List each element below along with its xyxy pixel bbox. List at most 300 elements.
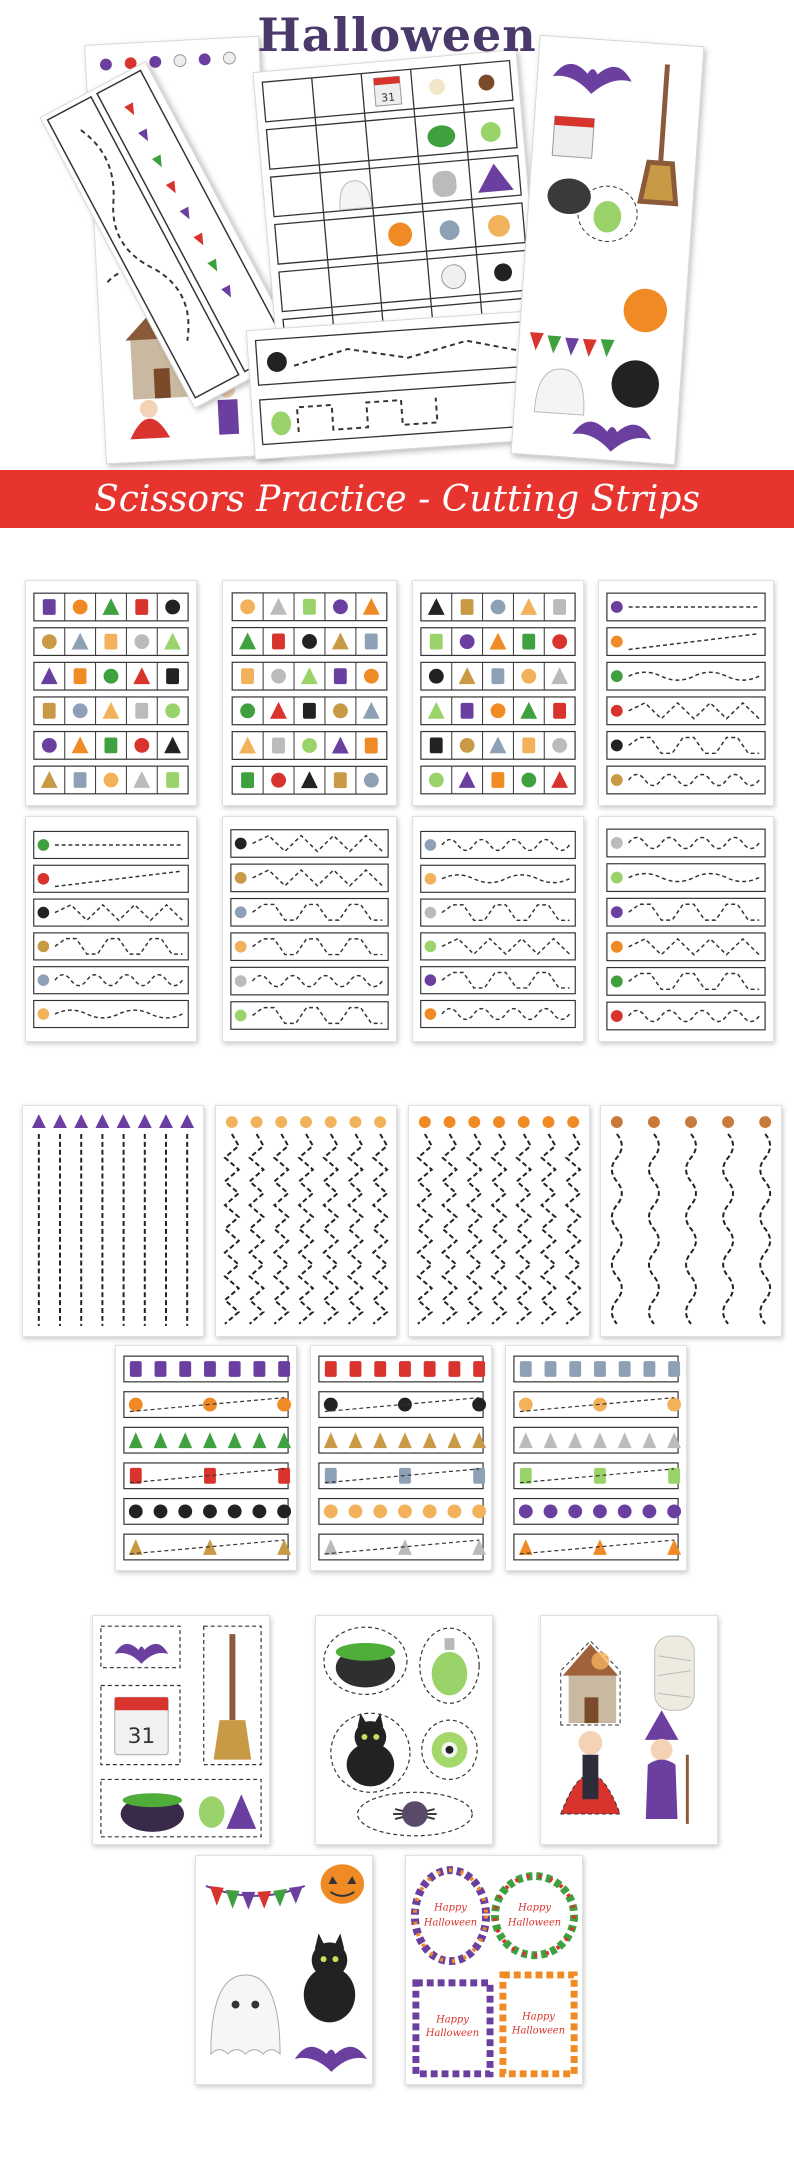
spider-icon bbox=[154, 1504, 168, 1518]
column-icon bbox=[74, 1114, 88, 1128]
calendar-icon bbox=[520, 702, 537, 719]
ghost-icon bbox=[363, 598, 380, 615]
mummy-icon bbox=[655, 1636, 695, 1710]
ghost-icon bbox=[211, 1975, 280, 2054]
lantern-icon bbox=[423, 1432, 437, 1448]
potion-icon bbox=[166, 668, 179, 684]
witch-hat-icon bbox=[399, 1361, 411, 1377]
witch-icon bbox=[544, 1504, 558, 1518]
calendar-icon bbox=[129, 1398, 143, 1412]
svg-text:Happy: Happy bbox=[522, 2011, 555, 2023]
spider-icon bbox=[235, 872, 247, 884]
house-icon bbox=[73, 703, 88, 718]
lantern-icon bbox=[252, 1504, 266, 1518]
witch-icon bbox=[270, 702, 287, 719]
broom-icon bbox=[611, 636, 623, 648]
bat-icon bbox=[552, 63, 633, 97]
calendar-icon bbox=[667, 1504, 681, 1518]
potion-icon bbox=[199, 1796, 225, 1828]
potion-icon bbox=[592, 200, 622, 233]
column-icon bbox=[493, 1116, 505, 1128]
page-cutouts-2 bbox=[315, 1615, 493, 1845]
broom-icon bbox=[640, 63, 685, 203]
page-vertical-straight bbox=[22, 1105, 204, 1337]
cauldron-icon bbox=[427, 124, 457, 148]
pumpkin-icon bbox=[178, 1432, 192, 1448]
ghost-icon bbox=[461, 599, 474, 615]
cauldron-icon bbox=[121, 1793, 184, 1832]
lollipop-icon bbox=[72, 736, 89, 753]
broom-icon bbox=[73, 600, 88, 615]
house-icon bbox=[561, 1641, 620, 1725]
line-strips-1 bbox=[599, 581, 773, 805]
broom-icon bbox=[134, 738, 149, 753]
spider-icon bbox=[472, 1398, 486, 1412]
pumpkin-icon bbox=[38, 907, 50, 919]
vampire-icon bbox=[611, 906, 623, 918]
candy-icon bbox=[553, 703, 566, 719]
candy-icon bbox=[135, 599, 148, 615]
witch-icon bbox=[611, 941, 623, 953]
pumpkin-icon bbox=[133, 771, 150, 788]
page-vertical-zigzag-pumpkin bbox=[408, 1105, 590, 1337]
column-icon bbox=[468, 1116, 480, 1128]
potion-icon bbox=[522, 634, 535, 650]
eyeball-icon bbox=[104, 773, 119, 788]
vampire-icon bbox=[519, 1504, 533, 1518]
cat-icon bbox=[520, 1361, 532, 1377]
bat-icon bbox=[130, 1361, 142, 1377]
page-cutouts-1 bbox=[92, 1615, 270, 1845]
bat-icon bbox=[618, 1504, 632, 1518]
bat-icon bbox=[104, 737, 117, 753]
calendar-icon bbox=[164, 736, 181, 753]
eyeball-icon bbox=[253, 1361, 265, 1377]
eyeball-icon bbox=[42, 634, 57, 649]
pumpkin-icon bbox=[387, 222, 413, 248]
skull-icon bbox=[235, 941, 247, 953]
skull-icon bbox=[491, 772, 504, 788]
hero-title: Halloween bbox=[257, 8, 537, 62]
house-icon bbox=[425, 974, 437, 986]
lantern-icon bbox=[235, 1010, 247, 1022]
eyeball-icon bbox=[460, 738, 475, 753]
bunting-icon bbox=[529, 332, 615, 359]
spider-icon bbox=[272, 634, 285, 650]
calendar-icon bbox=[552, 116, 594, 158]
bat-icon bbox=[611, 601, 623, 613]
ghost-icon bbox=[522, 737, 535, 753]
witch-hat-icon bbox=[278, 1468, 290, 1484]
wreath-frame-2 bbox=[495, 1876, 574, 1955]
vampire-icon bbox=[668, 1468, 680, 1484]
potion-icon bbox=[270, 411, 291, 436]
house-icon bbox=[568, 1432, 582, 1448]
tombstone-icon bbox=[521, 773, 536, 788]
cutouts-1-art bbox=[93, 1616, 269, 1844]
tombstone-icon bbox=[460, 634, 475, 649]
mummy-icon bbox=[459, 667, 476, 684]
witch-hat-icon bbox=[226, 1794, 256, 1829]
bat-icon bbox=[43, 599, 56, 615]
lantern-icon bbox=[133, 667, 150, 684]
mummy-icon bbox=[611, 872, 623, 884]
svg-text:Happy: Happy bbox=[436, 2014, 469, 2026]
banner-text: Scissors Practice - Cutting Strips bbox=[94, 478, 700, 520]
vampire-icon bbox=[618, 1432, 632, 1448]
witch-hat-icon bbox=[134, 634, 149, 649]
ghost-icon bbox=[271, 773, 286, 788]
skull-icon bbox=[473, 1361, 485, 1377]
bunting-icon bbox=[552, 634, 567, 649]
column-icon bbox=[300, 1116, 312, 1128]
lantern-icon bbox=[425, 873, 437, 885]
page-vertical-zigzag-candy bbox=[215, 1105, 397, 1337]
tombstone-icon bbox=[235, 975, 247, 987]
column-icon bbox=[117, 1114, 131, 1128]
ghost-icon bbox=[104, 634, 117, 650]
pumpkin-icon bbox=[490, 736, 507, 753]
line-strips-2 bbox=[26, 817, 196, 1041]
bat-icon bbox=[667, 1539, 681, 1555]
svg-text:Happy: Happy bbox=[434, 1902, 467, 1914]
witch-icon bbox=[521, 669, 536, 684]
cauldron-icon bbox=[611, 739, 623, 751]
house-icon bbox=[398, 1539, 412, 1555]
cauldron-icon bbox=[38, 839, 50, 851]
cat-icon bbox=[610, 359, 661, 410]
cauldron-icon bbox=[546, 177, 592, 216]
lantern-icon bbox=[594, 1361, 606, 1377]
candy-icon bbox=[611, 705, 623, 717]
spider-icon bbox=[520, 598, 537, 615]
vampire-icon bbox=[135, 703, 148, 719]
skull-icon bbox=[203, 1504, 217, 1518]
candy-icon bbox=[203, 1398, 217, 1412]
witch-hat-icon bbox=[552, 738, 567, 753]
eyeball-icon bbox=[325, 1361, 337, 1377]
lollipop-icon bbox=[428, 702, 445, 719]
lantern-icon bbox=[241, 668, 254, 684]
candle-icon bbox=[568, 1504, 582, 1518]
hero-collage bbox=[0, 0, 794, 470]
witch-hat-icon bbox=[38, 974, 50, 986]
pumpkin-icon bbox=[428, 598, 445, 615]
spider-icon bbox=[493, 263, 512, 282]
shape-strips-2 bbox=[599, 817, 773, 1041]
page-picture-grid-2 bbox=[222, 580, 397, 806]
svg-text:Halloween: Halloween bbox=[511, 2025, 566, 2037]
column-icon bbox=[95, 1114, 109, 1128]
witch-icon bbox=[165, 703, 180, 718]
cat-icon bbox=[178, 1504, 192, 1518]
skull-icon bbox=[203, 1539, 217, 1555]
tombstone-icon bbox=[432, 170, 458, 198]
column-icon bbox=[159, 1114, 173, 1128]
page-picture-grid-3 bbox=[412, 580, 584, 806]
mummy-icon bbox=[425, 1008, 437, 1020]
pumpkin-icon bbox=[350, 1361, 362, 1377]
broom-icon bbox=[239, 737, 256, 754]
candy-icon bbox=[478, 74, 495, 91]
ghost-icon bbox=[38, 941, 50, 953]
calendar-icon bbox=[611, 670, 623, 682]
ghost-icon bbox=[374, 1361, 386, 1377]
cat-icon bbox=[364, 773, 379, 788]
bat-icon bbox=[571, 420, 652, 454]
skull-icon bbox=[545, 1361, 557, 1377]
lantern-icon bbox=[439, 219, 461, 241]
bat-icon bbox=[363, 702, 380, 719]
lollipop-icon bbox=[593, 1504, 607, 1518]
picture-grid-2 bbox=[223, 581, 396, 805]
tombstone-icon bbox=[398, 1432, 412, 1448]
cat-icon bbox=[448, 1361, 460, 1377]
ghost-icon bbox=[324, 1398, 338, 1412]
column-icon bbox=[325, 1116, 337, 1128]
skull-icon bbox=[430, 634, 443, 650]
house-icon bbox=[611, 837, 623, 849]
cat-icon bbox=[41, 667, 58, 684]
worksheet-lower-strips bbox=[246, 310, 544, 460]
lower-strips-art bbox=[247, 311, 543, 460]
spider-icon bbox=[334, 772, 347, 788]
svg-text:31: 31 bbox=[127, 1723, 156, 1749]
calendar-icon bbox=[272, 738, 285, 754]
cat-icon bbox=[553, 599, 566, 615]
mummy-icon bbox=[103, 702, 120, 719]
eyeball-icon bbox=[611, 774, 623, 786]
ghost-icon bbox=[534, 367, 586, 415]
moon-icon bbox=[487, 214, 511, 238]
page-line-strips-1 bbox=[598, 580, 774, 806]
tombstone-icon bbox=[277, 1539, 291, 1555]
calendar-icon bbox=[374, 76, 402, 106]
eyeball-icon bbox=[154, 1432, 168, 1448]
potion-icon bbox=[271, 669, 286, 684]
line-strips-3 bbox=[223, 817, 396, 1041]
bunting-icon bbox=[43, 703, 56, 719]
candle-icon bbox=[428, 78, 445, 95]
cat-icon bbox=[235, 906, 247, 918]
witch-hat-icon bbox=[239, 633, 256, 650]
bunting-icon bbox=[643, 1361, 655, 1377]
potion-icon bbox=[667, 1398, 681, 1412]
witch-hat-icon bbox=[491, 600, 506, 615]
potion-icon bbox=[425, 907, 437, 919]
svg-text:Halloween: Halloween bbox=[423, 1917, 478, 1929]
lantern-icon bbox=[473, 1468, 485, 1484]
vampire-icon bbox=[240, 703, 255, 718]
lollipop-icon bbox=[611, 1010, 623, 1022]
potion-icon bbox=[519, 1432, 533, 1448]
column-icon bbox=[648, 1116, 660, 1128]
skull-icon bbox=[332, 633, 349, 650]
cauldron-icon bbox=[229, 1361, 241, 1377]
house-icon bbox=[398, 1504, 412, 1518]
house-icon bbox=[334, 668, 347, 684]
column-icon bbox=[32, 1114, 46, 1128]
candle-icon bbox=[303, 703, 316, 719]
tombstone-icon bbox=[228, 1504, 242, 1518]
page-shape-strips-1 bbox=[412, 816, 584, 1042]
pumpkin-icon bbox=[321, 1864, 365, 1904]
square-frame-1 bbox=[416, 1983, 490, 2074]
page-line-strips-3 bbox=[222, 816, 397, 1042]
page-cutouts-3 bbox=[540, 1615, 718, 1845]
column-icon bbox=[226, 1116, 238, 1128]
cutouts-4-art bbox=[196, 1856, 372, 2084]
potion-icon bbox=[432, 1638, 468, 1695]
vertical-zigzag-candy-art bbox=[216, 1106, 396, 1336]
greeting-frames-art bbox=[406, 1856, 582, 2084]
bunting-icon bbox=[301, 667, 318, 684]
svg-text:Happy: Happy bbox=[518, 1902, 551, 1914]
svg-text:Halloween: Halloween bbox=[425, 2028, 480, 2040]
bat-icon bbox=[295, 2047, 367, 2072]
broom-icon bbox=[214, 1634, 252, 1760]
eyeball-icon bbox=[365, 738, 378, 754]
column-icon bbox=[759, 1116, 771, 1128]
lantern-icon bbox=[324, 1504, 338, 1518]
witch-hat-icon bbox=[301, 771, 318, 788]
lollipop-icon bbox=[333, 703, 348, 718]
candle-icon bbox=[611, 975, 623, 987]
pumpkin-icon bbox=[241, 772, 254, 788]
column-icon bbox=[567, 1116, 579, 1128]
tombstone-icon bbox=[569, 1361, 581, 1377]
tombstone-icon bbox=[365, 634, 378, 650]
svg-text:31: 31 bbox=[380, 90, 396, 105]
ghost-icon bbox=[203, 1432, 217, 1448]
lantern-icon bbox=[593, 1398, 607, 1412]
skull-icon bbox=[74, 668, 87, 684]
lollipop-icon bbox=[593, 1539, 607, 1555]
title-banner bbox=[0, 470, 794, 528]
cauldron-icon bbox=[129, 1432, 143, 1448]
vampire-icon bbox=[561, 1731, 620, 1814]
icon-strips-3-art bbox=[506, 1346, 686, 1570]
potion-icon bbox=[619, 1361, 631, 1377]
page-icon-strips-3 bbox=[505, 1345, 687, 1571]
cat-icon bbox=[266, 351, 287, 372]
cutouts-3-art bbox=[541, 1616, 717, 1844]
potion-icon bbox=[447, 1432, 461, 1448]
cauldron-icon bbox=[430, 737, 443, 753]
mummy-icon bbox=[364, 669, 379, 684]
pumpkin-icon bbox=[622, 287, 668, 333]
skull-icon bbox=[441, 264, 467, 290]
worksheet-right-cutouts bbox=[511, 35, 705, 465]
spider-icon bbox=[324, 1432, 338, 1448]
witch-hat-icon bbox=[129, 1504, 143, 1518]
column-icon bbox=[611, 1116, 623, 1128]
vertical-straight-art bbox=[23, 1106, 203, 1336]
potion-icon bbox=[277, 1504, 291, 1518]
bunting-icon bbox=[425, 941, 437, 953]
mummy-icon bbox=[423, 1504, 437, 1518]
vampire-icon bbox=[447, 1504, 461, 1518]
svg-text:Halloween: Halloween bbox=[507, 1917, 562, 1929]
column-icon bbox=[350, 1116, 362, 1128]
cutouts-2-art bbox=[316, 1616, 492, 1844]
eyeball-icon bbox=[38, 873, 50, 885]
spider-icon bbox=[38, 1008, 50, 1020]
right-cutouts-art bbox=[512, 36, 704, 461]
cat-icon bbox=[302, 634, 317, 649]
vertical-zigzag-pumpkin-art bbox=[409, 1106, 589, 1336]
witch-icon bbox=[472, 1504, 486, 1518]
pumpkin-icon bbox=[72, 633, 89, 650]
cat-icon bbox=[459, 771, 476, 788]
cauldron-icon bbox=[74, 772, 87, 788]
witch-icon bbox=[642, 1432, 656, 1448]
column-icon bbox=[53, 1114, 67, 1128]
cat-icon bbox=[304, 1933, 355, 2022]
cat-icon bbox=[277, 1432, 291, 1448]
bunting-icon bbox=[472, 1432, 486, 1448]
witch-hat-icon bbox=[398, 1398, 412, 1412]
witch-hat-icon bbox=[228, 1432, 242, 1448]
cat-icon bbox=[347, 1713, 394, 1786]
candy-icon bbox=[240, 599, 255, 614]
broom-icon bbox=[491, 703, 506, 718]
vampire-icon bbox=[491, 668, 504, 684]
tombstone-icon bbox=[104, 669, 119, 684]
column-icon bbox=[138, 1114, 152, 1128]
column-icon bbox=[419, 1116, 431, 1128]
cauldron-icon bbox=[277, 1398, 291, 1412]
spider-icon bbox=[429, 773, 444, 788]
bat-icon bbox=[461, 703, 474, 719]
bat-icon bbox=[115, 1644, 168, 1664]
page-line-strips-2 bbox=[25, 816, 197, 1042]
column-icon bbox=[180, 1114, 194, 1128]
square-frame-2 bbox=[503, 1975, 574, 2074]
column-icon bbox=[374, 1116, 386, 1128]
shape-strips-1 bbox=[413, 817, 583, 1041]
page-icon-strips-2 bbox=[310, 1345, 492, 1571]
mummy-icon bbox=[593, 1432, 607, 1448]
tombstone-icon bbox=[519, 1398, 533, 1412]
vertical-wave-art bbox=[601, 1106, 781, 1336]
wreath-frame-1 bbox=[415, 1870, 486, 1961]
calendar-icon bbox=[103, 598, 120, 615]
candy-icon bbox=[302, 738, 317, 753]
witch-hat-icon bbox=[235, 838, 247, 850]
cauldron-icon bbox=[332, 737, 349, 754]
pumpkin-icon bbox=[333, 599, 348, 614]
bunting-icon bbox=[544, 1432, 558, 1448]
candle-icon bbox=[42, 738, 57, 753]
page-vertical-wave bbox=[600, 1105, 782, 1337]
eyeball-icon bbox=[432, 1732, 468, 1768]
spider-icon bbox=[424, 1361, 436, 1377]
bunting-icon bbox=[373, 1504, 387, 1518]
ghost-icon bbox=[166, 772, 179, 788]
lantern-icon bbox=[490, 633, 507, 650]
page-picture-grid-1 bbox=[25, 580, 197, 806]
column-icon bbox=[722, 1116, 734, 1128]
page-greeting-frames bbox=[405, 1855, 583, 2085]
picture-grid-1 bbox=[26, 581, 196, 805]
cat-icon bbox=[349, 1432, 363, 1448]
candy-icon bbox=[41, 771, 58, 788]
icon-strips-2-art bbox=[311, 1346, 491, 1570]
page-shape-strips-2 bbox=[598, 816, 774, 1042]
page-cutouts-4 bbox=[195, 1855, 373, 2085]
house-icon bbox=[668, 1361, 680, 1377]
